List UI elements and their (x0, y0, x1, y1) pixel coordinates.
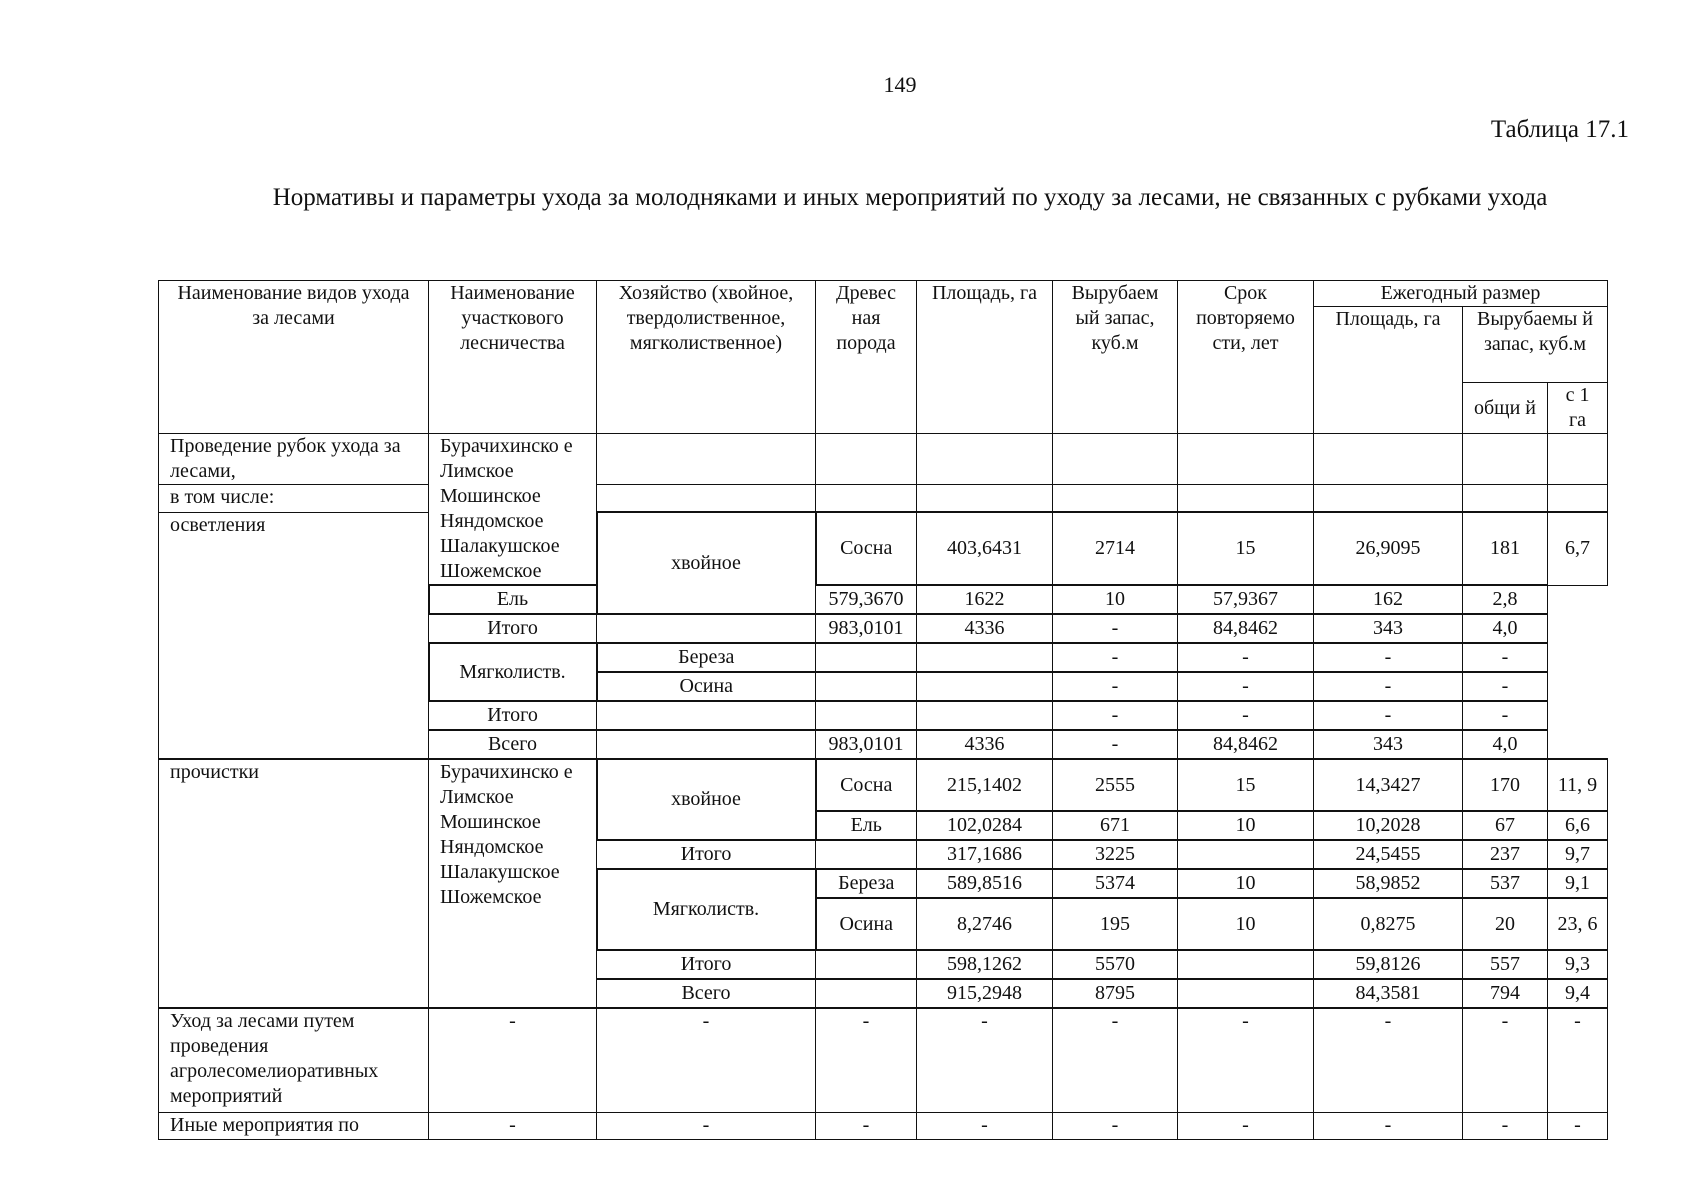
table-cell: - (597, 1112, 816, 1139)
annual-per-ha: - (1463, 672, 1548, 701)
header-col3: Хозяйство (хвойное, твердолиственное, мягколиственное) (597, 281, 816, 434)
species (597, 614, 816, 643)
area: 8,2746 (917, 898, 1053, 950)
volume: 1622 (917, 585, 1053, 614)
page-number: 149 (883, 72, 917, 97)
period: - (1053, 672, 1178, 701)
table-cell (597, 434, 816, 485)
volume: 4336 (917, 614, 1053, 643)
period (1178, 979, 1314, 1008)
table-cell: - (1178, 1112, 1314, 1139)
volume (917, 643, 1053, 672)
area: 102,0284 (917, 811, 1053, 840)
header-col2: Наименование участкового лесничества (429, 281, 597, 434)
annual-total: 162 (1314, 585, 1463, 614)
area (816, 672, 917, 701)
table-cell (1053, 434, 1178, 485)
annual-per-ha: 6,6 (1548, 811, 1608, 840)
annual-area: - (1178, 643, 1314, 672)
header-col4: Древес ная порода (816, 281, 917, 434)
area: 317,1686 (917, 840, 1053, 869)
period: - (1053, 730, 1178, 759)
annual-per-ha: 6,7 (1548, 512, 1608, 585)
table-cell: - (816, 1112, 917, 1139)
species (597, 730, 816, 759)
itogo-label: Итого (429, 701, 597, 730)
annual-total: 794 (1463, 979, 1548, 1008)
volume (917, 701, 1053, 730)
itogo-label: Итого (429, 614, 597, 643)
area: 215,1402 (917, 759, 1053, 811)
species: Ель (816, 811, 917, 840)
period: - (1053, 701, 1178, 730)
annual-total: 20 (1463, 898, 1548, 950)
header-total: общи й (1463, 383, 1548, 434)
table-cell (1314, 434, 1463, 485)
volume: 5570 (1053, 950, 1178, 979)
area: 983,0101 (816, 730, 917, 759)
table-cell: - (1053, 1112, 1178, 1139)
table-row (159, 759, 1608, 811)
period (1178, 840, 1314, 869)
page-title: Нормативы и параметры ухода за молодняками и иных мероприятий по уходу за лесами, не связанных с рубками ухода (272, 184, 1548, 211)
forestries-cell: Бурачихинско е Лимское Мошинское Няндомское Шалакушское Шожемское (429, 759, 597, 1008)
group-soft: Мягколиств. (429, 643, 597, 701)
species: Осина (597, 672, 816, 701)
area: 589,8516 (917, 869, 1053, 898)
annual-area: - (1178, 701, 1314, 730)
table-row (159, 512, 1608, 585)
row-name: в том числе: (159, 485, 429, 513)
table-cell: - (597, 1008, 816, 1112)
table-label: Таблица 17.1 (1490, 116, 1629, 143)
table-row (159, 1112, 1608, 1139)
header-row (159, 281, 1608, 307)
row-name: Проведение рубок ухода за лесами, (159, 434, 429, 485)
annual-per-ha: 9,7 (1548, 840, 1608, 869)
annual-area: 84,8462 (1178, 614, 1314, 643)
period: 10 (1053, 585, 1178, 614)
annual-per-ha: 9,4 (1548, 979, 1608, 1008)
forestries-cell: Бурачихинско е Лимское Мошинское Няндомское Шалакушское Шожемское (429, 434, 597, 586)
table-cell (1178, 434, 1314, 485)
header-col1: Наименование видов ухода за лесами (159, 281, 429, 434)
annual-area: 26,9095 (1314, 512, 1463, 585)
annual-area: 57,9367 (1178, 585, 1314, 614)
table-row (159, 1008, 1608, 1112)
period: 10 (1178, 898, 1314, 950)
area: 579,3670 (816, 585, 917, 614)
area: 983,0101 (816, 614, 917, 643)
header-annual-volume: Вырубаемы й запас, куб.м (1463, 307, 1608, 383)
period: 15 (1178, 512, 1314, 585)
species: Береза (816, 869, 917, 898)
annual-total: 537 (1463, 869, 1548, 898)
annual-per-ha: - (1463, 643, 1548, 672)
table-cell: - (1053, 1008, 1178, 1112)
species: Сосна (816, 512, 917, 585)
table-cell (1053, 485, 1178, 513)
species (816, 950, 917, 979)
table-cell (1178, 485, 1314, 513)
table-cell: - (917, 1112, 1053, 1139)
table-row (159, 485, 1608, 513)
table-cell: - (1463, 1112, 1548, 1139)
table-cell (1463, 485, 1548, 513)
vsego-label: Всего (429, 730, 597, 759)
volume (917, 672, 1053, 701)
table-cell (917, 434, 1053, 485)
area: 598,1262 (917, 950, 1053, 979)
annual-area: 84,8462 (1178, 730, 1314, 759)
table-cell: - (1178, 1008, 1314, 1112)
annual-per-ha: 9,3 (1548, 950, 1608, 979)
annual-area: 0,8275 (1314, 898, 1463, 950)
table-cell: - (429, 1008, 597, 1112)
table-cell: - (429, 1112, 597, 1139)
annual-per-ha: 2,8 (1463, 585, 1548, 614)
row-name: Уход за лесами путем проведения агролесомелиоративных мероприятий (159, 1008, 429, 1112)
group-coniferous: хвойное (597, 512, 816, 614)
species: Береза (597, 643, 816, 672)
species: Ель (429, 585, 597, 614)
annual-total: 557 (1463, 950, 1548, 979)
header-per-ha: с 1 га (1548, 383, 1608, 434)
table-cell (816, 434, 917, 485)
species (816, 979, 917, 1008)
annual-total: 237 (1463, 840, 1548, 869)
row-name: осветления (159, 512, 429, 759)
table-cell: - (1548, 1112, 1608, 1139)
annual-total: - (1314, 701, 1463, 730)
annual-total: 343 (1314, 614, 1463, 643)
area: 915,2948 (917, 979, 1053, 1008)
annual-area: 84,3581 (1314, 979, 1463, 1008)
volume: 2714 (1053, 512, 1178, 585)
table-cell (1548, 434, 1608, 485)
period: 10 (1178, 869, 1314, 898)
species (816, 840, 917, 869)
annual-per-ha: - (1463, 701, 1548, 730)
species: Осина (816, 898, 917, 950)
table-cell (597, 485, 816, 513)
table-cell: - (1314, 1112, 1463, 1139)
header-annual-area: Площадь, га (1314, 307, 1463, 434)
period: 15 (1178, 759, 1314, 811)
table-cell (1314, 485, 1463, 513)
period: 10 (1178, 811, 1314, 840)
volume: 4336 (917, 730, 1053, 759)
vsego-label: Всего (597, 979, 816, 1008)
annual-area: 10,2028 (1314, 811, 1463, 840)
table-row (159, 434, 1608, 485)
table-cell: - (1548, 1008, 1608, 1112)
header-col5: Площадь, га (917, 281, 1053, 434)
annual-per-ha: 11, 9 (1548, 759, 1608, 811)
species (597, 701, 816, 730)
annual-total: - (1314, 643, 1463, 672)
table-cell (816, 485, 917, 513)
table-cell: - (1314, 1008, 1463, 1112)
annual-area: 58,9852 (1314, 869, 1463, 898)
volume: 3225 (1053, 840, 1178, 869)
norms-table (158, 280, 1608, 1140)
annual-per-ha: 23, 6 (1548, 898, 1608, 950)
table-cell (1548, 485, 1608, 513)
annual-per-ha: 4,0 (1463, 730, 1548, 759)
header-col7: Срок повторяемо сти, лет (1178, 281, 1314, 434)
annual-area: 59,8126 (1314, 950, 1463, 979)
table-cell: - (917, 1008, 1053, 1112)
table-cell (1463, 434, 1548, 485)
period: - (1053, 643, 1178, 672)
annual-total: 67 (1463, 811, 1548, 840)
row-name: прочистки (159, 759, 429, 1008)
volume: 195 (1053, 898, 1178, 950)
volume: 671 (1053, 811, 1178, 840)
annual-area: - (1178, 672, 1314, 701)
period: - (1053, 614, 1178, 643)
group-soft: Мягколиств. (597, 869, 816, 950)
area (816, 643, 917, 672)
volume: 5374 (1053, 869, 1178, 898)
header-col6: Вырубаем ый запас, куб.м (1053, 281, 1178, 434)
table-cell: - (816, 1008, 917, 1112)
period (1178, 950, 1314, 979)
area (816, 701, 917, 730)
annual-total: - (1314, 672, 1463, 701)
annual-total: 181 (1463, 512, 1548, 585)
annual-area: 24,5455 (1314, 840, 1463, 869)
area: 403,6431 (917, 512, 1053, 585)
annual-area: 14,3427 (1314, 759, 1463, 811)
group-coniferous: хвойное (597, 759, 816, 840)
annual-total: 170 (1463, 759, 1548, 811)
header-annual: Ежегодный размер (1314, 281, 1608, 307)
row-name: Иные мероприятия по (159, 1112, 429, 1139)
table-cell: - (1463, 1008, 1548, 1112)
volume: 8795 (1053, 979, 1178, 1008)
itogo-label: Итого (597, 840, 816, 869)
table-cell (917, 485, 1053, 513)
volume: 2555 (1053, 759, 1178, 811)
annual-per-ha: 4,0 (1463, 614, 1548, 643)
annual-total: 343 (1314, 730, 1463, 759)
species: Сосна (816, 759, 917, 811)
itogo-label: Итого (597, 950, 816, 979)
annual-per-ha: 9,1 (1548, 869, 1608, 898)
